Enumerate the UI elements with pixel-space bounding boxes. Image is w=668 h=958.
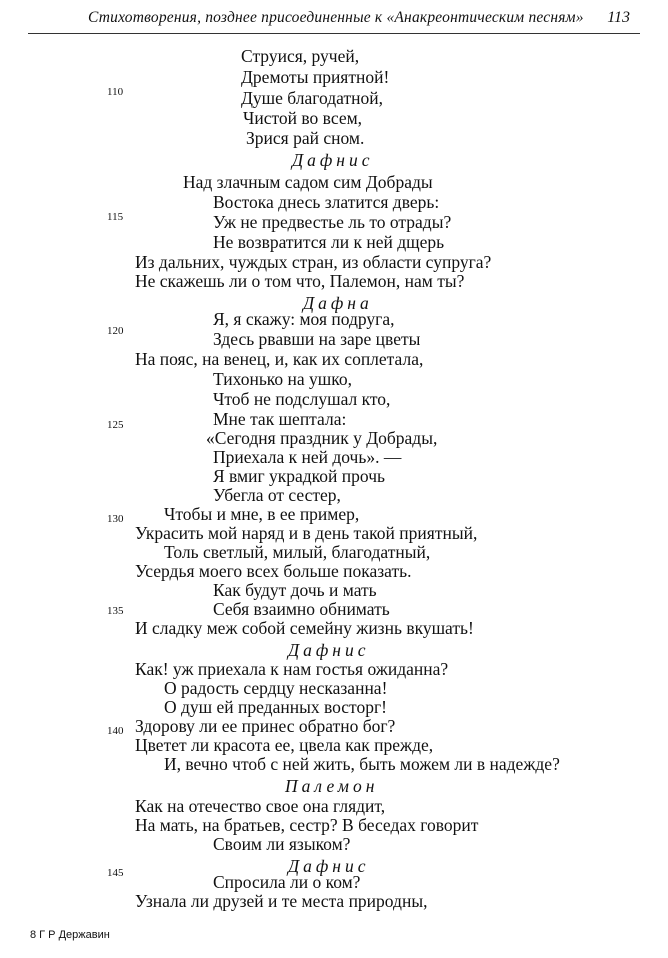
poem-line: Убегла от сестер, <box>213 485 341 505</box>
poem-line: «Сегодня праздник у Добрады, <box>206 428 438 448</box>
poem-line: Дремоты приятной! <box>241 67 390 87</box>
poem-line: На мать, на братьев, сестр? В беседах говорит <box>135 815 479 835</box>
poem-line: Цветет ли красота ее, цвела как прежде, <box>135 735 434 755</box>
running-header-title: Стихотворения, позднее присоединенные к «Анакреонтическим песням» <box>88 9 584 26</box>
speaker-name: Дафна <box>303 293 373 313</box>
poem-line: Здорову ли ее принес обратно бог? <box>135 716 396 736</box>
poem-line: Себя взаимно обнимать <box>213 599 390 619</box>
poem-line: Как будут дочь и мать <box>213 580 377 600</box>
poem-line: Не возвратится ли к ней дщерь <box>213 232 445 252</box>
page-number: 113 <box>607 9 630 26</box>
poem-line: Украсить мой наряд и в день такой приятный, <box>135 523 478 543</box>
poem-line: Над злачным садом сим Добрады <box>183 172 433 192</box>
poem-line: На пояс, на венец, и, как их соплетала, <box>135 349 424 369</box>
poem-line: Зрися рай сном. <box>246 128 365 148</box>
poem-line: Струися, ручей, <box>241 46 360 66</box>
poem-line: О радость сердцу несказанна! <box>164 678 388 698</box>
poem-line: Мне так шептала: <box>213 409 347 429</box>
line-number: 125 <box>107 419 124 431</box>
poem-line: Приехала к ней дочь». — <box>213 447 402 467</box>
poem-line: Своим ли языком? <box>213 834 351 854</box>
poem-line: Я, я скажу: моя подруга, <box>213 309 395 329</box>
line-number: 145 <box>107 867 124 879</box>
footer-signature: 8 Г Р Державин <box>30 929 110 941</box>
poem-line: Здесь рвавши на заре цветы <box>213 329 421 349</box>
poem-line: Из дальних, чуждых стран, из области супруга? <box>135 252 492 272</box>
poem-line: Чистой во всем, <box>243 108 363 128</box>
poem-line: Не скажешь ли о том что, Палемон, нам ты? <box>135 271 465 291</box>
speaker-name: Дафнис <box>288 856 370 876</box>
poem-line: И, вечно чтоб с ней жить, быть можем ли в надежде? <box>164 754 560 774</box>
poem-line: Усердья моего всех больше показать. <box>135 561 412 581</box>
poem-line: Востока днесь златится дверь: <box>213 192 440 212</box>
line-number: 110 <box>107 86 124 98</box>
speaker-name: Дафнис <box>292 150 374 170</box>
poem-line: О душ ей преданных восторг! <box>164 697 387 717</box>
poem-line: Как на отечество свое она глядит, <box>135 796 386 816</box>
poem-line: Узнала ли друзей и те места природны, <box>135 891 428 911</box>
poem-line: Чтобы и мне, в ее пример, <box>164 504 360 524</box>
poem-line: Тихонько на ушко, <box>213 369 353 389</box>
line-number: 115 <box>107 211 124 223</box>
line-number: 135 <box>107 605 124 617</box>
line-number: 130 <box>107 513 124 525</box>
poem-line: Чтоб не подслушал кто, <box>213 389 391 409</box>
line-number: 140 <box>107 725 124 737</box>
poem-line: Я вмиг украдкой прочь <box>213 466 385 486</box>
poem-line: Душе благодатной, <box>241 88 383 108</box>
speaker-name: Дафнис <box>288 640 370 660</box>
poem-line: Толь светлый, милый, благодатный, <box>164 542 431 562</box>
header-rule <box>28 33 640 34</box>
poem-line: Спросила ли о ком? <box>213 872 361 892</box>
poem-line: Уж не предвестье ль то отрады? <box>213 212 452 232</box>
poem-line: Как! уж приехала к нам гостья ожиданна? <box>135 659 449 679</box>
poem-line: И сладку меж собой семейну жизнь вкушать! <box>135 618 474 638</box>
speaker-name: Палемон <box>285 776 379 796</box>
line-number: 120 <box>107 325 124 337</box>
